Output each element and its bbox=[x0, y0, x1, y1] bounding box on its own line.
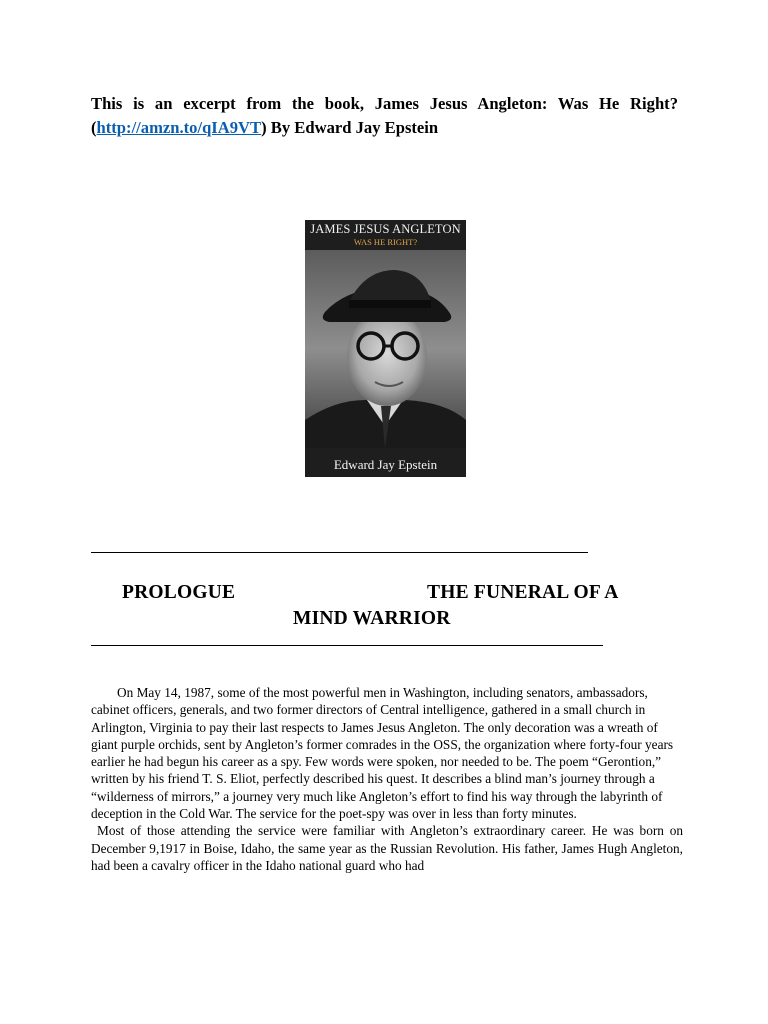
excerpt-text-before: This is an excerpt from the book, James Jesus Angleton: Was He Right? ( bbox=[91, 94, 678, 137]
book-link[interactable]: http://amzn.to/qIA9VT bbox=[96, 118, 262, 137]
author-portrait bbox=[305, 250, 466, 448]
cover-title: JAMES JESUS ANGLETON bbox=[310, 222, 461, 236]
book-cover-image bbox=[305, 220, 466, 477]
body-paragraph-1: On May 14, 1987, some of the most powerful men in Washington, including senators, ambassadors, cabinet officers, generals, and two former directors of Central intelligence, gathered in a small church in Arlington, Virginia to pay their last respects to James Jesus Angleton. The only decoration was a wreath of giant purple orchids, sent by Angleton’s former comrades in the OSS, the organization where forty-four years earlier he had begun his career as a spy. Few words were spoken, nor needed to be. The poem “Gerontion,” written by his friend T. S. Eliot, perfectly described his quest. It describes a blind man’s journey through a “wilderness of mirrors,” a journey very much like Angleton’s effort to find his way through the labyrinth of deception in the Cold War. The service for the poet-spy was over in less than forty minutes. bbox=[91, 685, 674, 822]
excerpt-note bbox=[91, 92, 678, 140]
prologue-label: PROLOGUE bbox=[122, 582, 236, 603]
cover-subtitle: WAS HE RIGHT? bbox=[353, 237, 418, 247]
body-paragraph-2: Most of those attending the service were familiar with Angleton’s extraordinary career. He was born on December 9,1917 in Boise, Idaho, the same year as the Russian Revolution. His father, James Hugh Angleton, had been a cavalry officer in the Idaho national guard who had bbox=[91, 823, 683, 873]
body-text bbox=[91, 684, 683, 874]
chapter-title-line1: THE FUNERAL OF A bbox=[427, 582, 619, 603]
divider-top bbox=[91, 552, 588, 553]
cover-author: Edward Jay Epstein bbox=[333, 457, 438, 472]
divider-bottom bbox=[91, 645, 603, 646]
excerpt-text-after: ) By Edward Jay Epstein bbox=[261, 118, 439, 137]
chapter-title-line2: MIND WARRIOR bbox=[293, 608, 451, 629]
